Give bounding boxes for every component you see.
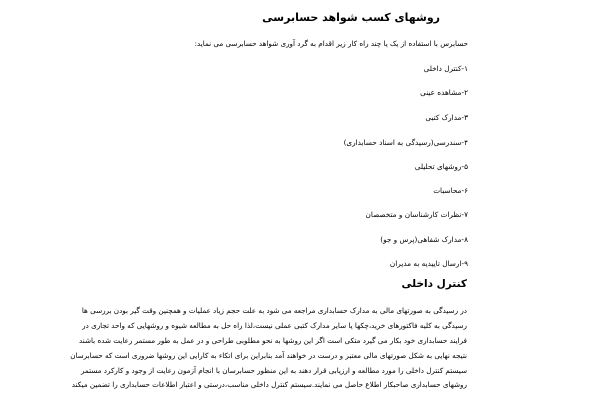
method-item-8: ۸-مدارک شفاهی(پرس و جو) [380,235,468,244]
paragraph-line-3: فرایند حسابداری خود بکار می گیرد متکی است اگر این روشها به نحو مطلوبی طراحی و در عمل به طور مستمر رعایت شده باشند [79,336,467,345]
method-item-9: ۹-ارسال تاییدیه به مدیران [389,259,468,268]
method-item-1: ۱-کنترل داخلی [423,64,468,73]
paragraph-line-4: نتیجه نهایی به شکل صورتهای مالی معتبر و درست در خواهند آمد بنابراین برای اتکاء به کارایی این روشها ضروری است که حسابرسان [70,351,467,360]
page-heading: روشهای کسب شواهد حسابرسی [262,11,440,24]
method-item-6: ۶-محاسبات [433,186,468,195]
method-item-4: ۴-سندرسی(رسیدگی به اسناد حسابداری) [343,138,468,147]
method-item-5: ۵-روشهای تحلیلی [414,162,468,171]
paragraph-line-6: روشهای حسابداری صاحبکار اطلاع حاصل می نمایند.سیستم کنترل داخلی مناسب،درستی و اعتبار اطلاعات حسابداری را تضمین میکند [71,380,467,389]
section-title: کنترل داخلی [401,278,467,290]
method-item-2: ۲-مشاهده عینی [420,88,468,97]
paragraph-line-1: در رسیدگی به صورتهای مالی به مدارک حسابداری مراجعه می شود به علت حجم زیاد عملیات و همچنین وقت گیر بودن بررسی ها [81,306,467,315]
method-item-3: ۳-مدارک کتبی [425,113,468,122]
method-item-7: ۷-نظرات کارشناسان و متخصصان [365,210,468,219]
intro-text: حسابرس با استفاده از یک یا چند راه کار زیر اقدام به گرد آوری شواهد حسابرسی می نماید: [194,39,468,48]
paragraph-line-5: سیستم کنترل داخلی را مورد مطالعه و ارزیابی قرار دهند به این منظور حسابرسان با انجام آزمون رعایت از وجود و کارکرد مستمر [80,366,467,375]
paragraph-line-2: رسیدگی به کلیه فاکتورهای خرید،چکها یا سایر مدارک کتبی عملی نیست،لذا راه حل به مطالعه شیوه و روشهایی که واحد تجاری در [82,321,467,330]
